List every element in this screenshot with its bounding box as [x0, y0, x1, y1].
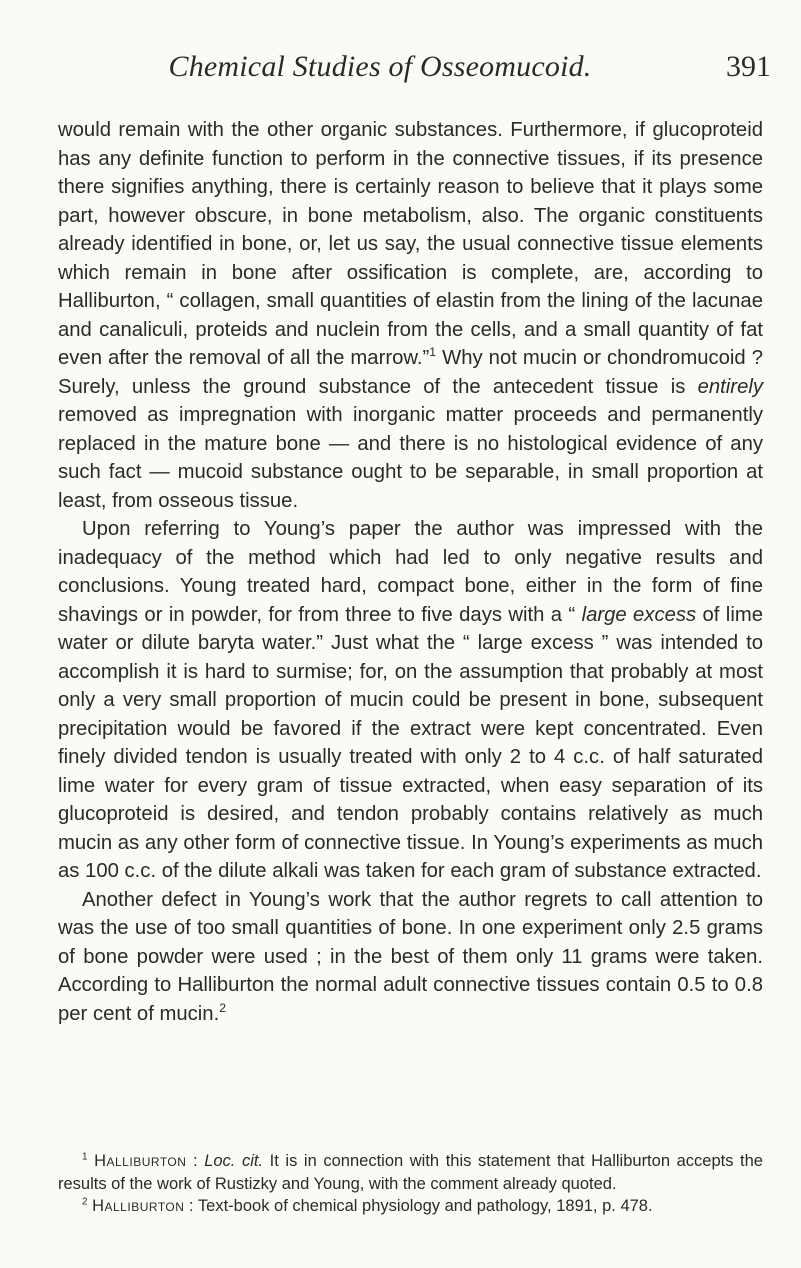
page-header [0, 50, 801, 90]
footnote-ref-2: 2 [219, 1000, 226, 1015]
footnote-2-text: Text-book of chemical physiology and pathology, 1891, p. 478. [197, 1197, 653, 1215]
paragraph-2 [58, 515, 763, 886]
footnote-1-citation: Loc. cit. [204, 1152, 264, 1170]
footnote-2-mark: 2 [82, 1196, 88, 1208]
paragraph-2-text-a: Upon referring to Young’s paper the author was impressed with the inadequacy of the method which had led to only negative results and conclusions. Young treated hard, compact bone, either in the form of fine shavings or in powder, for from three to five days with a “ [58, 518, 763, 626]
footnote-1-separator: : [186, 1152, 205, 1170]
footnote-2 [58, 1195, 763, 1218]
footnotes [58, 1150, 763, 1218]
paragraph-1-text-c: removed as impregnation with inorganic matter proceeds and permanently replaced in the mature bone — and there is no histological evidence of any such fact — mucoid substance ought to be separable, in small proportion at least, from osseous tissue. [58, 404, 763, 512]
footnote-1-text: It is in connection with this statement that Halliburton accepts the results of the work of Rustizky and Young, with the comment already quoted. [58, 1152, 763, 1193]
footnote-ref-1: 1 [429, 345, 437, 360]
body-text [58, 116, 763, 1028]
paragraph-2-text-b: of lime water or dilute baryta water.” Just what the “ large excess ” was intended to accomplish it is hard to surmise; for, on the assumption that probably at most only a very small proportion of mucin could be present in bone, subsequent precipitation would be favored if the extract were kept concentrated. Even finely divided tendon is usually treated with only 2 to 4 c.c. of half saturated lime water for every gram of tissue extracted, when easy separation of its glucoproteid is desired, and tendon probably contains relatively as much mucin as any other form of connective tissue. In Young’s experiments as much as 100 c.c. of the dilute alkali was taken for each gram of substance extracted. [58, 603, 763, 882]
footnote-2-separator: : [184, 1197, 198, 1215]
running-title: Chemical Studies of Osseomucoid. [168, 50, 592, 83]
footnote-2-author: Halliburton [92, 1197, 185, 1215]
footnote-1 [58, 1150, 763, 1195]
page-number: 391 [726, 50, 771, 83]
paragraph-3 [58, 886, 763, 1029]
paragraph-2-italic: large excess [581, 603, 697, 626]
paragraph-1-italic: entirely [697, 375, 763, 398]
paragraph-3-text-a: Another defect in Young’s work that the author regrets to call attention to was the use of too small quantities of bone. In one experiment only 2.5 grams of bone powder were used ; in the best of them only 11 grams were taken. According to Halliburton the normal adult connective tissues contain 0.5 to 0.8 per cent of mucin. [58, 888, 763, 1025]
paragraph-1 [58, 116, 763, 515]
paragraph-1-text-b: Why not mucin or chondromucoid ? Surely, unless the ground substance of the antecedent tissue is [58, 347, 764, 398]
paragraph-1-text-a: would remain with the other organic substances. Furthermore, if glucoproteid has any definite function to perform in the connective tissues, if its presence there signifies anything, there is certainly reason to believe that it plays some part, however obscure, in bone metabolism, also. The organic constituents already identified in bone, or, let us say, the usual connective tissue elements which remain in bone after ossification is complete, are, according to Halliburton, “ collagen, small quantities of elastin from the lining of the lacunae and canaliculi, proteids and nuclein from the cells, and a small quantity of fat even after the removal of all the marrow.” [58, 119, 763, 369]
footnote-1-author: Halliburton [94, 1152, 187, 1170]
footnote-1-mark: 1 [82, 1151, 88, 1163]
